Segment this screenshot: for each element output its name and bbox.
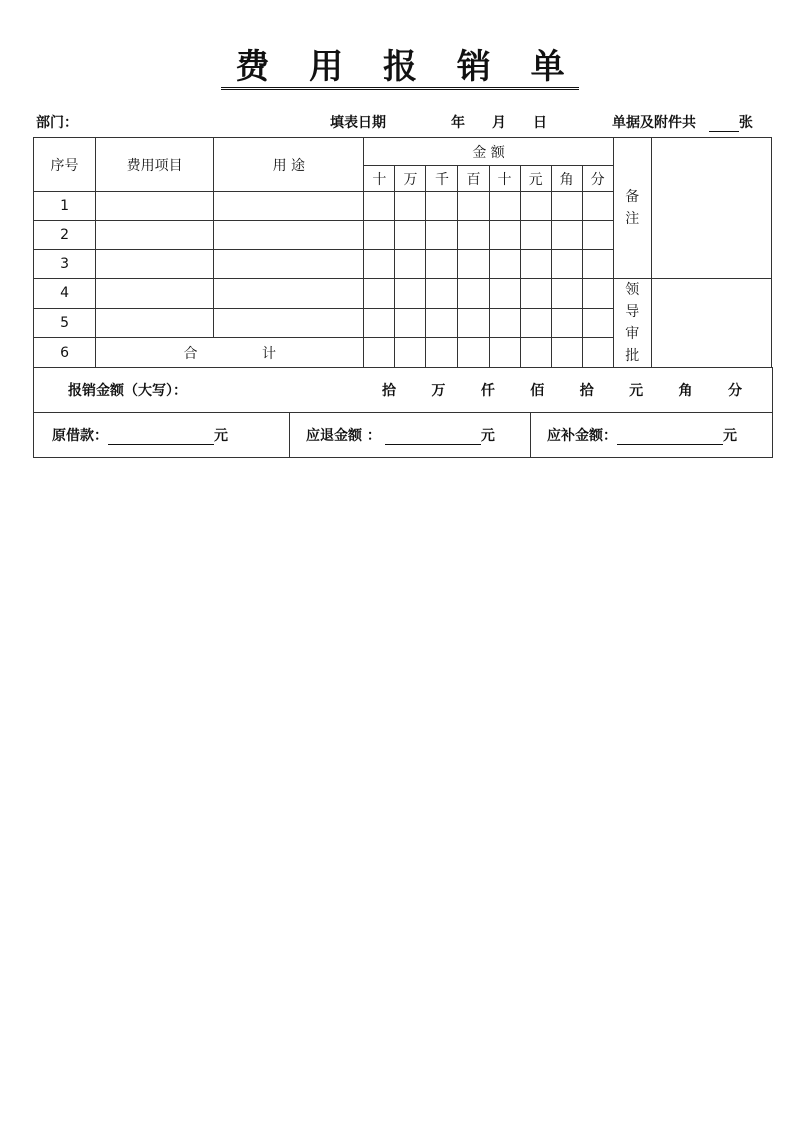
amount-unit-shi: 十	[489, 166, 520, 192]
amount-unit-jiao: 角	[551, 166, 582, 192]
capital-unit-jiao: 角	[678, 383, 693, 399]
amount-digit-cell[interactable]	[426, 308, 458, 338]
form-title-text: 费 用 报 销 单	[221, 48, 578, 90]
advance-yuan: 元	[214, 428, 228, 444]
amount-digit-cell[interactable]	[520, 192, 551, 221]
amount-digit-cell[interactable]	[458, 279, 489, 309]
day-label: 日	[533, 115, 547, 131]
amount-digit-cell[interactable]	[458, 338, 489, 368]
total-label: 合 计	[96, 338, 364, 368]
amount-digit-cell[interactable]	[395, 279, 426, 309]
amount-digit-cell[interactable]	[582, 250, 613, 279]
row-seq: 2	[34, 221, 96, 250]
col-seq-header: 序号	[34, 138, 96, 192]
refund-yuan: 元	[480, 428, 495, 444]
row-seq: 4	[34, 279, 96, 309]
refund-label: 应退金额 ：	[306, 428, 381, 444]
amount-digit-cell[interactable]	[364, 308, 395, 338]
advance-cell	[34, 413, 290, 458]
attachments-label: 单据及附件共	[612, 115, 696, 131]
row-seq: 3	[34, 250, 96, 279]
purpose-cell[interactable]	[214, 221, 364, 250]
purpose-cell[interactable]	[214, 308, 364, 338]
amount-digit-cell[interactable]	[551, 250, 582, 279]
supplement-amount-blank[interactable]	[617, 428, 723, 445]
amount-unit-fen: 分	[582, 166, 613, 192]
amount-digit-cell[interactable]	[458, 308, 489, 338]
amount-digit-cell[interactable]	[426, 279, 458, 309]
amount-digit-cell[interactable]	[395, 192, 426, 221]
sheets-unit: 张	[738, 115, 753, 131]
col-purpose-header: 用 途	[214, 138, 364, 192]
remarks-char: 注	[625, 211, 640, 227]
table-row	[34, 279, 772, 309]
capital-amount-cell[interactable]	[34, 368, 773, 413]
amount-digit-cell[interactable]	[489, 308, 520, 338]
supplement-label: 应补金额：	[547, 428, 617, 444]
amount-digit-cell[interactable]	[426, 221, 458, 250]
amount-digit-cell[interactable]	[582, 308, 613, 338]
supplement-cell	[531, 413, 773, 458]
purpose-cell[interactable]	[214, 279, 364, 309]
approval-char: 导	[625, 304, 640, 320]
row-seq: 5	[34, 308, 96, 338]
col-item-header: 费用项目	[96, 138, 214, 192]
fill-date-label: 填表日期	[330, 115, 386, 131]
capital-amount-label: 报销金额（大写）：	[68, 383, 187, 399]
amount-digit-cell[interactable]	[582, 279, 613, 309]
col-amount-header: 金 额	[364, 138, 613, 166]
capital-amount-row	[34, 368, 773, 413]
attachments-count-blank[interactable]	[709, 115, 739, 132]
amount-digit-cell[interactable]	[582, 338, 613, 368]
attachments-field	[612, 112, 753, 132]
amount-digit-cell[interactable]	[458, 221, 489, 250]
remarks-cell[interactable]	[651, 138, 771, 279]
amount-digit-cell[interactable]	[551, 279, 582, 309]
amount-digit-cell[interactable]	[489, 279, 520, 309]
summary-table	[33, 367, 773, 458]
row-seq: 1	[34, 192, 96, 221]
settlement-row	[34, 413, 773, 458]
amount-digit-cell[interactable]	[364, 338, 395, 368]
amount-digit-cell[interactable]	[520, 279, 551, 309]
amount-digit-cell[interactable]	[395, 250, 426, 279]
amount-digit-cell[interactable]	[520, 221, 551, 250]
amount-unit-yuan: 元	[520, 166, 551, 192]
amount-digit-cell[interactable]	[395, 308, 426, 338]
amount-digit-cell[interactable]	[520, 338, 551, 368]
capital-unit-shi-wan: 拾	[382, 383, 396, 399]
purpose-cell[interactable]	[214, 250, 364, 279]
amount-digit-cell[interactable]	[426, 338, 458, 368]
amount-digit-cell[interactable]	[426, 250, 458, 279]
item-cell[interactable]	[96, 250, 214, 279]
amount-digit-cell[interactable]	[582, 221, 613, 250]
item-cell[interactable]	[96, 221, 214, 250]
amount-digit-cell[interactable]	[520, 250, 551, 279]
amount-digit-cell[interactable]	[489, 338, 520, 368]
amount-digit-cell[interactable]	[489, 192, 520, 221]
capital-unit-qian: 仟	[480, 383, 495, 399]
remarks-char: 备	[625, 189, 640, 205]
amount-digit-cell[interactable]	[426, 192, 458, 221]
amount-digit-cell[interactable]	[551, 308, 582, 338]
amount-digit-cell[interactable]	[395, 221, 426, 250]
approval-char: 领	[625, 282, 640, 298]
supplement-yuan: 元	[723, 428, 737, 444]
amount-unit-bai: 百	[458, 166, 489, 192]
amount-digit-cell[interactable]	[458, 192, 489, 221]
advance-label: 原借款：	[52, 428, 108, 444]
amount-digit-cell[interactable]	[489, 250, 520, 279]
item-cell[interactable]	[96, 279, 214, 309]
advance-amount-blank[interactable]	[108, 428, 214, 445]
remarks-label	[613, 138, 651, 279]
form-title	[0, 48, 800, 90]
approval-char: 审	[625, 326, 640, 342]
capital-unit-wan: 万	[431, 383, 446, 399]
amount-digit-cell[interactable]	[582, 192, 613, 221]
expense-table	[33, 137, 772, 368]
refund-amount-blank[interactable]	[385, 428, 481, 445]
year-label: 年	[451, 115, 465, 131]
refund-cell	[290, 413, 531, 458]
amount-digit-cell[interactable]	[364, 250, 395, 279]
month-label: 月	[492, 115, 506, 131]
capital-unit-fen: 分	[727, 383, 742, 399]
item-cell[interactable]	[96, 192, 214, 221]
amount-digit-cell[interactable]	[395, 338, 426, 368]
amount-digit-cell[interactable]	[364, 221, 395, 250]
amount-digit-cell[interactable]	[364, 279, 395, 309]
amount-digit-cell[interactable]	[364, 192, 395, 221]
amount-unit-ten-thousand-tens: 十	[364, 166, 395, 192]
approval-cell[interactable]	[651, 279, 771, 368]
amount-unit-qian: 千	[426, 166, 458, 192]
amount-unit-wan: 万	[395, 166, 426, 192]
capital-unit-bai: 佰	[530, 383, 545, 399]
item-cell[interactable]	[96, 308, 214, 338]
amount-digit-cell[interactable]	[551, 221, 582, 250]
capital-unit-shi: 拾	[579, 383, 594, 399]
amount-digit-cell[interactable]	[520, 308, 551, 338]
approval-char: 批	[625, 348, 640, 364]
department-label: 部门：	[36, 115, 78, 131]
purpose-cell[interactable]	[214, 192, 364, 221]
amount-digit-cell[interactable]	[551, 192, 582, 221]
approval-label	[613, 279, 651, 368]
amount-digit-cell[interactable]	[489, 221, 520, 250]
capital-unit-yuan: 元	[629, 383, 644, 399]
row-seq: 6	[34, 338, 96, 368]
amount-digit-cell[interactable]	[551, 338, 582, 368]
amount-digit-cell[interactable]	[458, 250, 489, 279]
